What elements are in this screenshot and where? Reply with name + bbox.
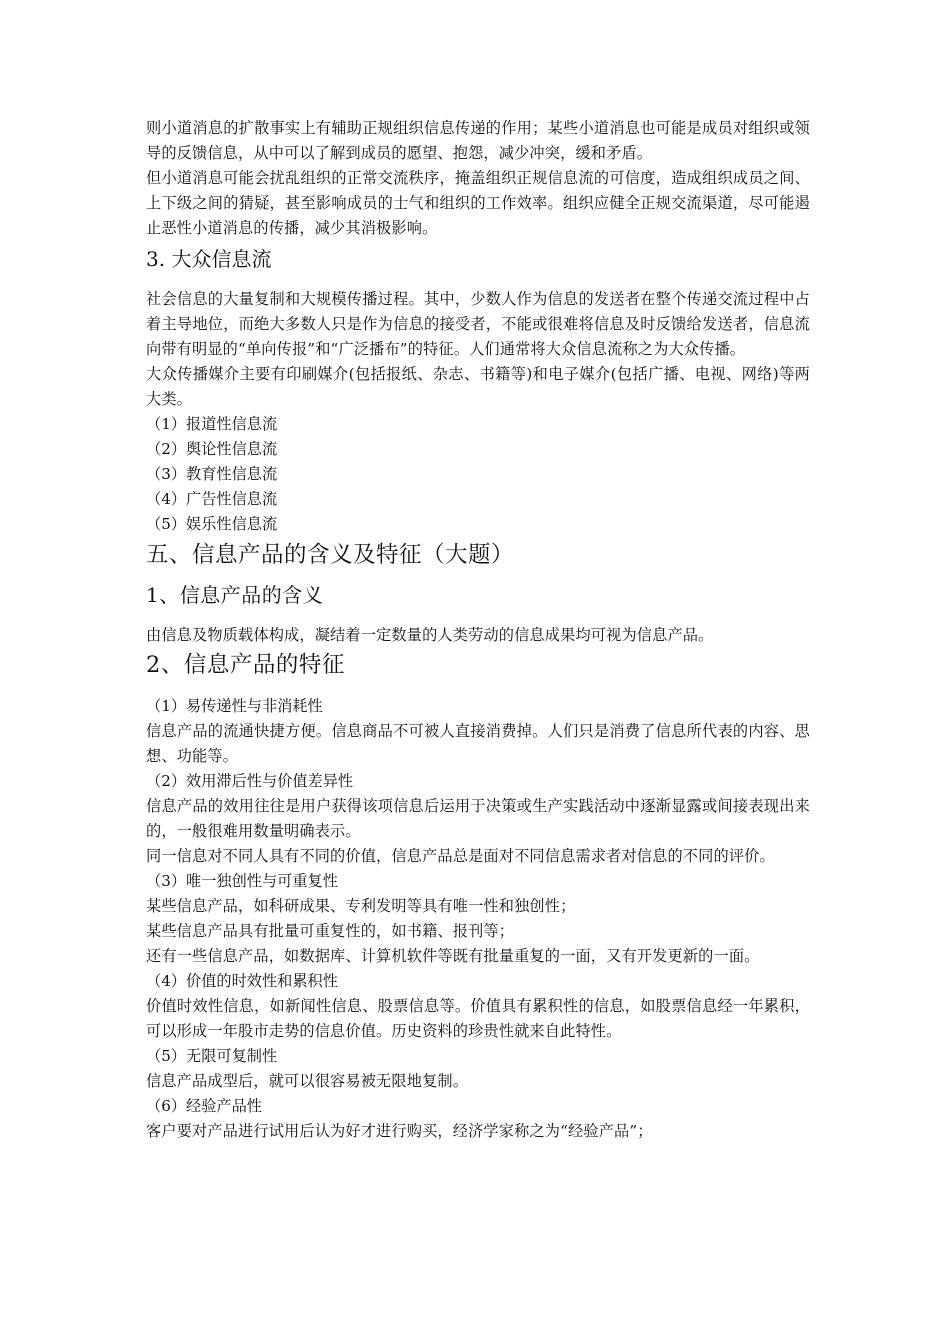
feature-title: （5）无限可复制性 <box>146 1047 278 1065</box>
feature-title: （3）唯一独创性与可重复性 <box>146 872 338 890</box>
chapter-heading: 五、信息产品的含义及特征（大题） <box>146 542 515 568</box>
feature-title: （2）效用滞后性与价值差异性 <box>146 772 354 790</box>
paragraph: 信息产品成型后，就可以很容易被无限地复制。 <box>146 1072 469 1090</box>
subsection-heading: 1、信息产品的含义 <box>146 583 324 607</box>
paragraph: 价值时效性信息，如新闻性信息、股票信息等。价值具有累积性的信息，如股票信息经一年累积，可以形成一年股市走势的信息价值。历史资料的珍贵性就来自此特性。 <box>146 997 810 1040</box>
list-item: （5）娱乐性信息流 <box>146 515 278 533</box>
paragraph: 由信息及物质载体构成，凝结着一定数量的人类劳动的信息成果均可视为信息产品。 <box>146 626 714 644</box>
feature-title: （1）易传递性与非消耗性 <box>146 697 323 715</box>
paragraph: 则小道消息的扩散事实上有辅助正规组织信息传递的作用；某些小道消息也可能是成员对组织或领导的反馈信息，从中可以了解到成员的愿望、抱怨，减少冲突，缓和矛盾。 <box>146 119 810 162</box>
paragraph: 同一信息对不同人具有不同的价值，信息产品总是面对不同信息需求者对信息的不同的评价。 <box>146 847 775 865</box>
feature-title: （6）经验产品性 <box>146 1097 262 1115</box>
list-item: （2）舆论性信息流 <box>146 440 278 458</box>
paragraph: 但小道消息可能会扰乱组织的正常交流秩序，掩盖组织正规信息流的可信度，造成组织成员之间、上下级之间的猜疑，甚至影响成员的士气和组织的工作效率。组织应健全正规交流渠道，尽可能遏止恶性小道消息的传播，减少其消极影响。 <box>146 169 810 237</box>
paragraph: 信息产品的效用往往是用户获得该项信息后运用于决策或生产实践活动中逐渐显露或间接表现出来的，一般很难用数量明确表示。 <box>146 797 810 840</box>
feature-title: （4）价值的时效性和累积性 <box>146 972 338 990</box>
list-item: （3）教育性信息流 <box>146 465 278 483</box>
paragraph: 社会信息的大量复制和大规模传播过程。其中，少数人作为信息的发送者在整个传递交流过程中占着主导地位，而绝大多数人只是作为信息的接受者，不能或很难将信息及时反馈给发送者，信息流向带有明显的“单向传报”和“广泛播布”的特征。人们通常将大众信息流称之为大众传播。 <box>146 290 810 358</box>
paragraph: 某些信息产品，如科研成果、专利发明等具有唯一性和独创性； <box>146 897 576 915</box>
paragraph: 客户要对产品进行试用后认为好才进行购买，经济学家称之为“经验产品”； <box>146 1122 653 1140</box>
paragraph: 信息产品的流通快捷方便。信息商品不可被人直接消费掉。人们只是消费了信息所代表的内容、思想、功能等。 <box>146 722 810 765</box>
section-heading: 3. 大众信息流 <box>146 247 272 271</box>
paragraph: 某些信息产品具有批量可重复性的，如书籍、报刊等； <box>146 922 515 940</box>
subsection-heading: 2、信息产品的特征 <box>146 652 345 678</box>
list-item: （1）报道性信息流 <box>146 415 278 433</box>
page-content <box>146 116 810 1144</box>
list-item: （4）广告性信息流 <box>146 490 278 508</box>
paragraph: 还有一些信息产品，如数据库、计算机软件等既有批量重复的一面，又有开发更新的一面。 <box>146 947 760 965</box>
paragraph: 大众传播媒介主要有印刷媒介(包括报纸、杂志、书籍等)和电子媒介(包括广播、电视、网络)等两大类。 <box>146 365 810 408</box>
